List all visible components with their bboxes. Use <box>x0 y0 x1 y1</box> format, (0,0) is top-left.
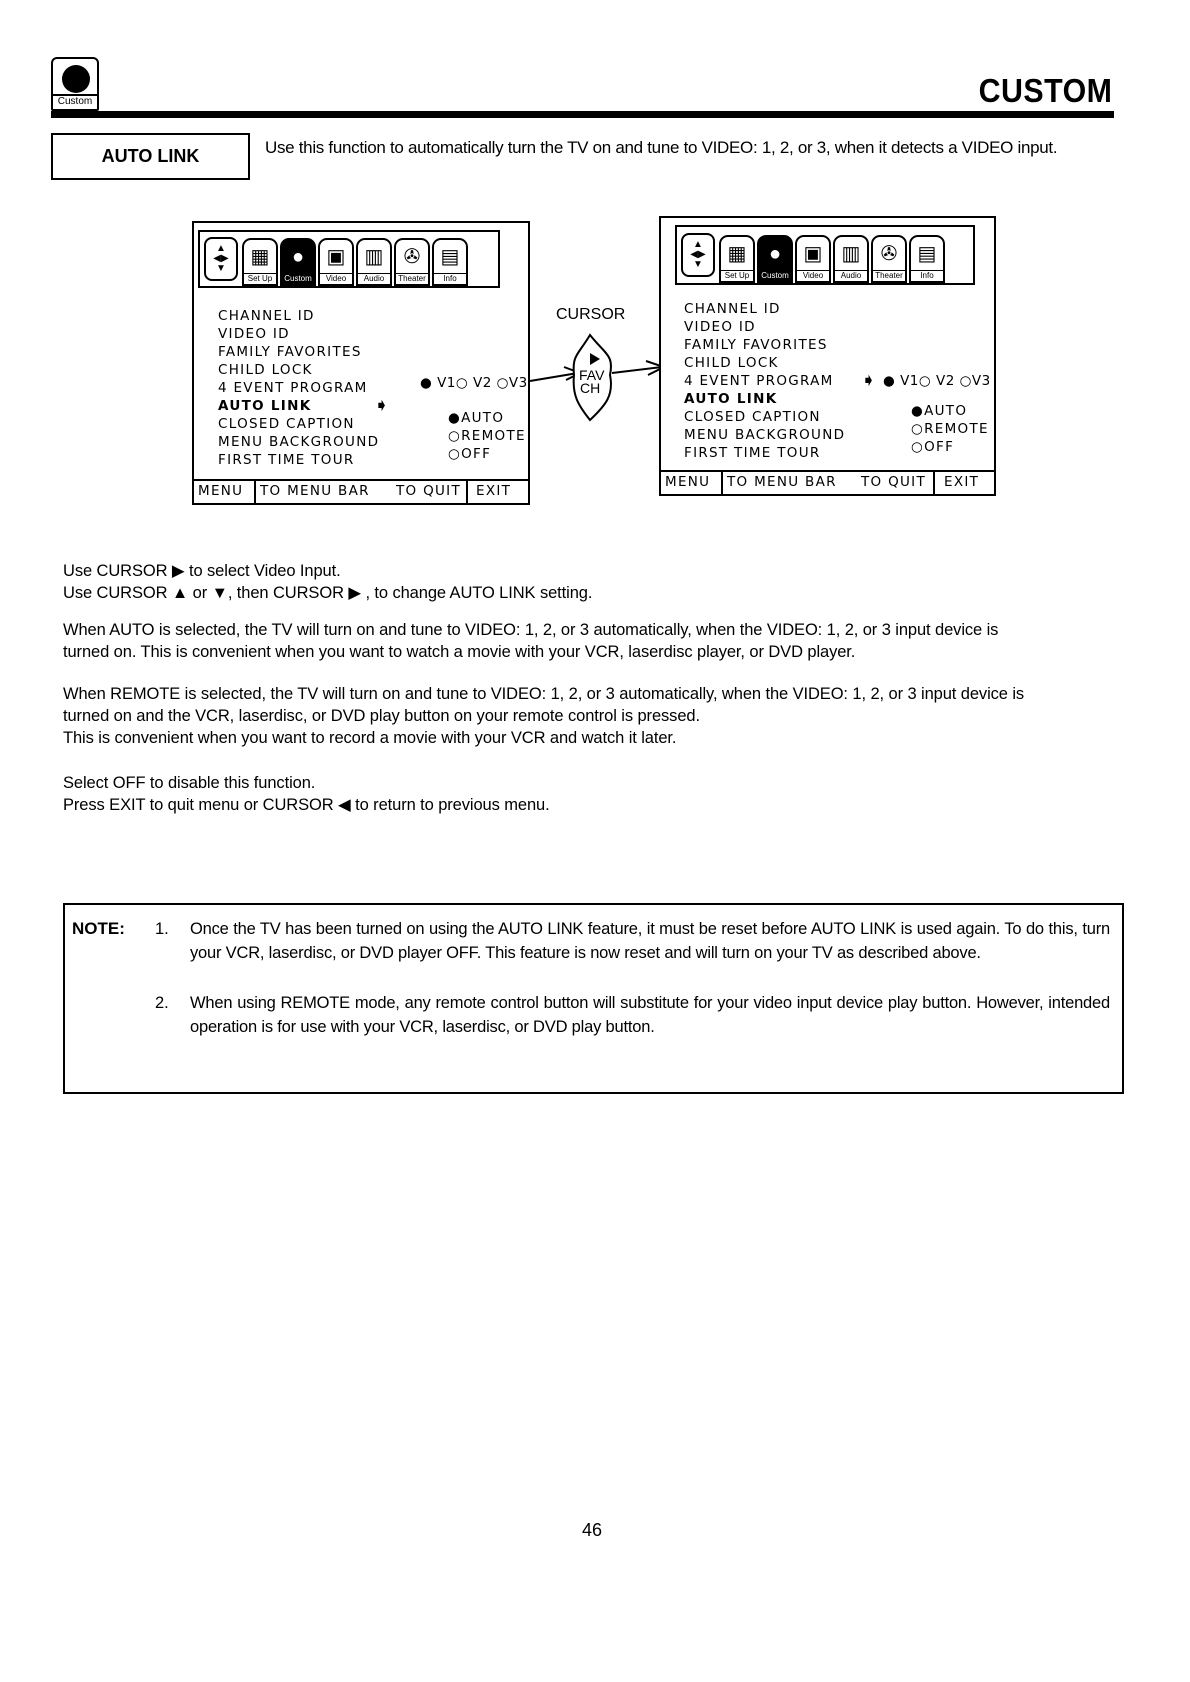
remote-paragraph-line: This is convenient when you want to record a movie with your VCR and watch it later. <box>63 729 677 747</box>
section-label: AUTO LINK <box>51 133 250 180</box>
setup-tab <box>719 235 755 283</box>
menu-item: FIRST TIME TOUR <box>218 452 355 468</box>
nav-arrows-icon: ▲ ◀▶ ▼ <box>681 233 715 277</box>
theater-icon: ✇ <box>403 246 421 268</box>
selection-arrow-icon: ➧ <box>374 395 391 416</box>
menu-footer <box>661 470 994 494</box>
auto-paragraph-line: turned on. This is convenient when you want to watch a movie with your VCR, laserdisc player, or DVD player. <box>63 643 856 661</box>
setup-tab <box>242 238 278 286</box>
footer-to-menu-bar: TO MENU BAR <box>260 483 370 499</box>
menu-item: CHILD LOCK <box>218 362 313 378</box>
note-text: When using REMOTE mode, any remote control button will substitute for your video input device play button. However, intended operation is for use with your VCR, laserdisc, or DVD play button. <box>190 994 1110 1036</box>
audio-icon: ▥ <box>841 243 861 265</box>
section-intro: Use this function to automatically turn the TV on and tune to VIDEO: 1, 2, or 3, when it detects a VIDEO input. <box>265 138 1058 157</box>
menu-item: FIRST TIME TOUR <box>684 445 821 461</box>
menu-item: FAMILY FAVORITES <box>218 344 362 360</box>
audio-icon: ▥ <box>364 246 384 268</box>
audio-tab <box>356 238 392 286</box>
header-rule <box>51 111 1114 118</box>
menu-footer <box>194 479 528 503</box>
footer-menu: MENU <box>665 474 711 490</box>
footer-to-quit: TO QUIT <box>396 483 461 499</box>
page-title: CUSTOM <box>978 72 1112 109</box>
custom-icon: ● <box>768 243 782 265</box>
custom-logo <box>51 57 99 111</box>
note-text: Once the TV has been turned on using the AUTO LINK feature, it must be reset before AUTO LINK is used again. To do this, turn your VCR, laserdisc, or DVD player OFF. This feature is now reset and will turn on your TV as described above. <box>190 920 1110 962</box>
tab-label: Info <box>911 270 943 281</box>
video-tab <box>795 235 831 283</box>
satellite-dish-icon <box>62 65 90 93</box>
page-number: 46 <box>582 1520 603 1540</box>
menu-item: CLOSED CAPTION <box>218 416 355 432</box>
menu-icon-bar <box>675 225 975 285</box>
menu-item: CLOSED CAPTION <box>684 409 821 425</box>
logo-caption: Custom <box>53 94 97 109</box>
video-tab <box>318 238 354 286</box>
option-off: ○OFF <box>448 446 492 462</box>
tab-label: Set Up <box>244 273 276 284</box>
auto-paragraph-line: When AUTO is selected, the TV will turn on and tune to VIDEO: 1, 2, or 3 automatically, when the VIDEO: 1, 2, or 3 input device is <box>63 621 999 639</box>
info-tab <box>909 235 945 283</box>
tab-label: Set Up <box>721 270 753 281</box>
custom-tab <box>280 238 316 286</box>
menu-item-selected: AUTO LINK <box>218 398 312 414</box>
custom-icon: ● <box>291 246 305 268</box>
tab-label: Video <box>797 270 829 281</box>
tab-label: Theater <box>873 270 905 281</box>
menu-screen-right <box>659 216 996 496</box>
cursor-label: CURSOR <box>556 306 626 323</box>
theater-tab <box>394 238 430 286</box>
option-remote: ○REMOTE <box>911 421 989 437</box>
theater-tab <box>871 235 907 283</box>
menu-item: MENU BACKGROUND <box>684 427 846 443</box>
tab-label: Custom <box>759 270 791 281</box>
fav-key-label: FAV <box>579 367 605 383</box>
instruction-line: Use CURSOR ▲ or ▼, then CURSOR ▶ , to change AUTO LINK setting. <box>63 584 593 602</box>
nav-arrows-icon: ▲ ◀▶ ▼ <box>204 237 238 281</box>
menu-item: MENU BACKGROUND <box>218 434 380 450</box>
info-tab <box>432 238 468 286</box>
video-input-options: ● V1○ V2 ○V3 <box>883 373 991 389</box>
tab-label: Audio <box>358 273 390 284</box>
info-icon: ▤ <box>440 246 460 268</box>
note-label: NOTE: <box>72 919 125 938</box>
info-icon: ▤ <box>917 243 937 265</box>
menu-item: VIDEO ID <box>684 319 756 335</box>
footer-menu: MENU <box>198 483 244 499</box>
cursor-diagram <box>528 325 668 425</box>
remote-paragraph-line: turned on and the VCR, laserdisc, or DVD play button on your remote control is pressed. <box>63 707 700 725</box>
exit-paragraph: Press EXIT to quit menu or CURSOR ◀ to return to previous menu. <box>63 796 550 814</box>
setup-icon: ▦ <box>250 246 270 268</box>
menu-item-selected: AUTO LINK <box>684 391 778 407</box>
tab-label: Audio <box>835 270 867 281</box>
tab-label: Theater <box>396 273 428 284</box>
menu-item: 4 EVENT PROGRAM <box>218 380 368 396</box>
footer-exit: EXIT <box>476 483 512 499</box>
custom-tab <box>757 235 793 283</box>
instruction-line: Use CURSOR ▶ to select Video Input. <box>63 562 341 580</box>
menu-item: 4 EVENT PROGRAM <box>684 373 834 389</box>
tab-label: Custom <box>282 273 314 284</box>
menu-item: CHANNEL ID <box>218 308 315 324</box>
video-icon: ▣ <box>803 243 823 265</box>
remote-paragraph-line: When REMOTE is selected, the TV will turn on and tune to VIDEO: 1, 2, or 3 automatically, when the VIDEO: 1, 2, or 3 input device is <box>63 685 1025 703</box>
menu-item: CHANNEL ID <box>684 301 781 317</box>
menu-screen-left <box>192 221 530 505</box>
menu-icon-bar <box>198 230 500 288</box>
video-input-options: ● V1○ V2 ○V3 <box>420 375 528 391</box>
option-off: ○OFF <box>911 439 955 455</box>
tab-label: Info <box>434 273 466 284</box>
off-paragraph: Select OFF to disable this function. <box>63 774 316 792</box>
selection-arrow-icon: ➧ <box>861 370 878 391</box>
footer-to-menu-bar: TO MENU BAR <box>727 474 837 490</box>
setup-icon: ▦ <box>727 243 747 265</box>
audio-tab <box>833 235 869 283</box>
menu-item: CHILD LOCK <box>684 355 779 371</box>
option-auto: ●AUTO <box>911 403 968 419</box>
note-number: 2. <box>155 994 169 1012</box>
menu-item: VIDEO ID <box>218 326 290 342</box>
footer-exit: EXIT <box>944 474 980 490</box>
option-remote: ○REMOTE <box>448 428 526 444</box>
menu-item: FAMILY FAVORITES <box>684 337 828 353</box>
video-icon: ▣ <box>326 246 346 268</box>
option-auto: ●AUTO <box>448 410 505 426</box>
theater-icon: ✇ <box>880 243 898 265</box>
footer-to-quit: TO QUIT <box>861 474 926 490</box>
note-number: 1. <box>155 920 169 938</box>
note-box <box>63 903 1124 1094</box>
tab-label: Video <box>320 273 352 284</box>
ch-key-label: CH <box>580 380 601 396</box>
